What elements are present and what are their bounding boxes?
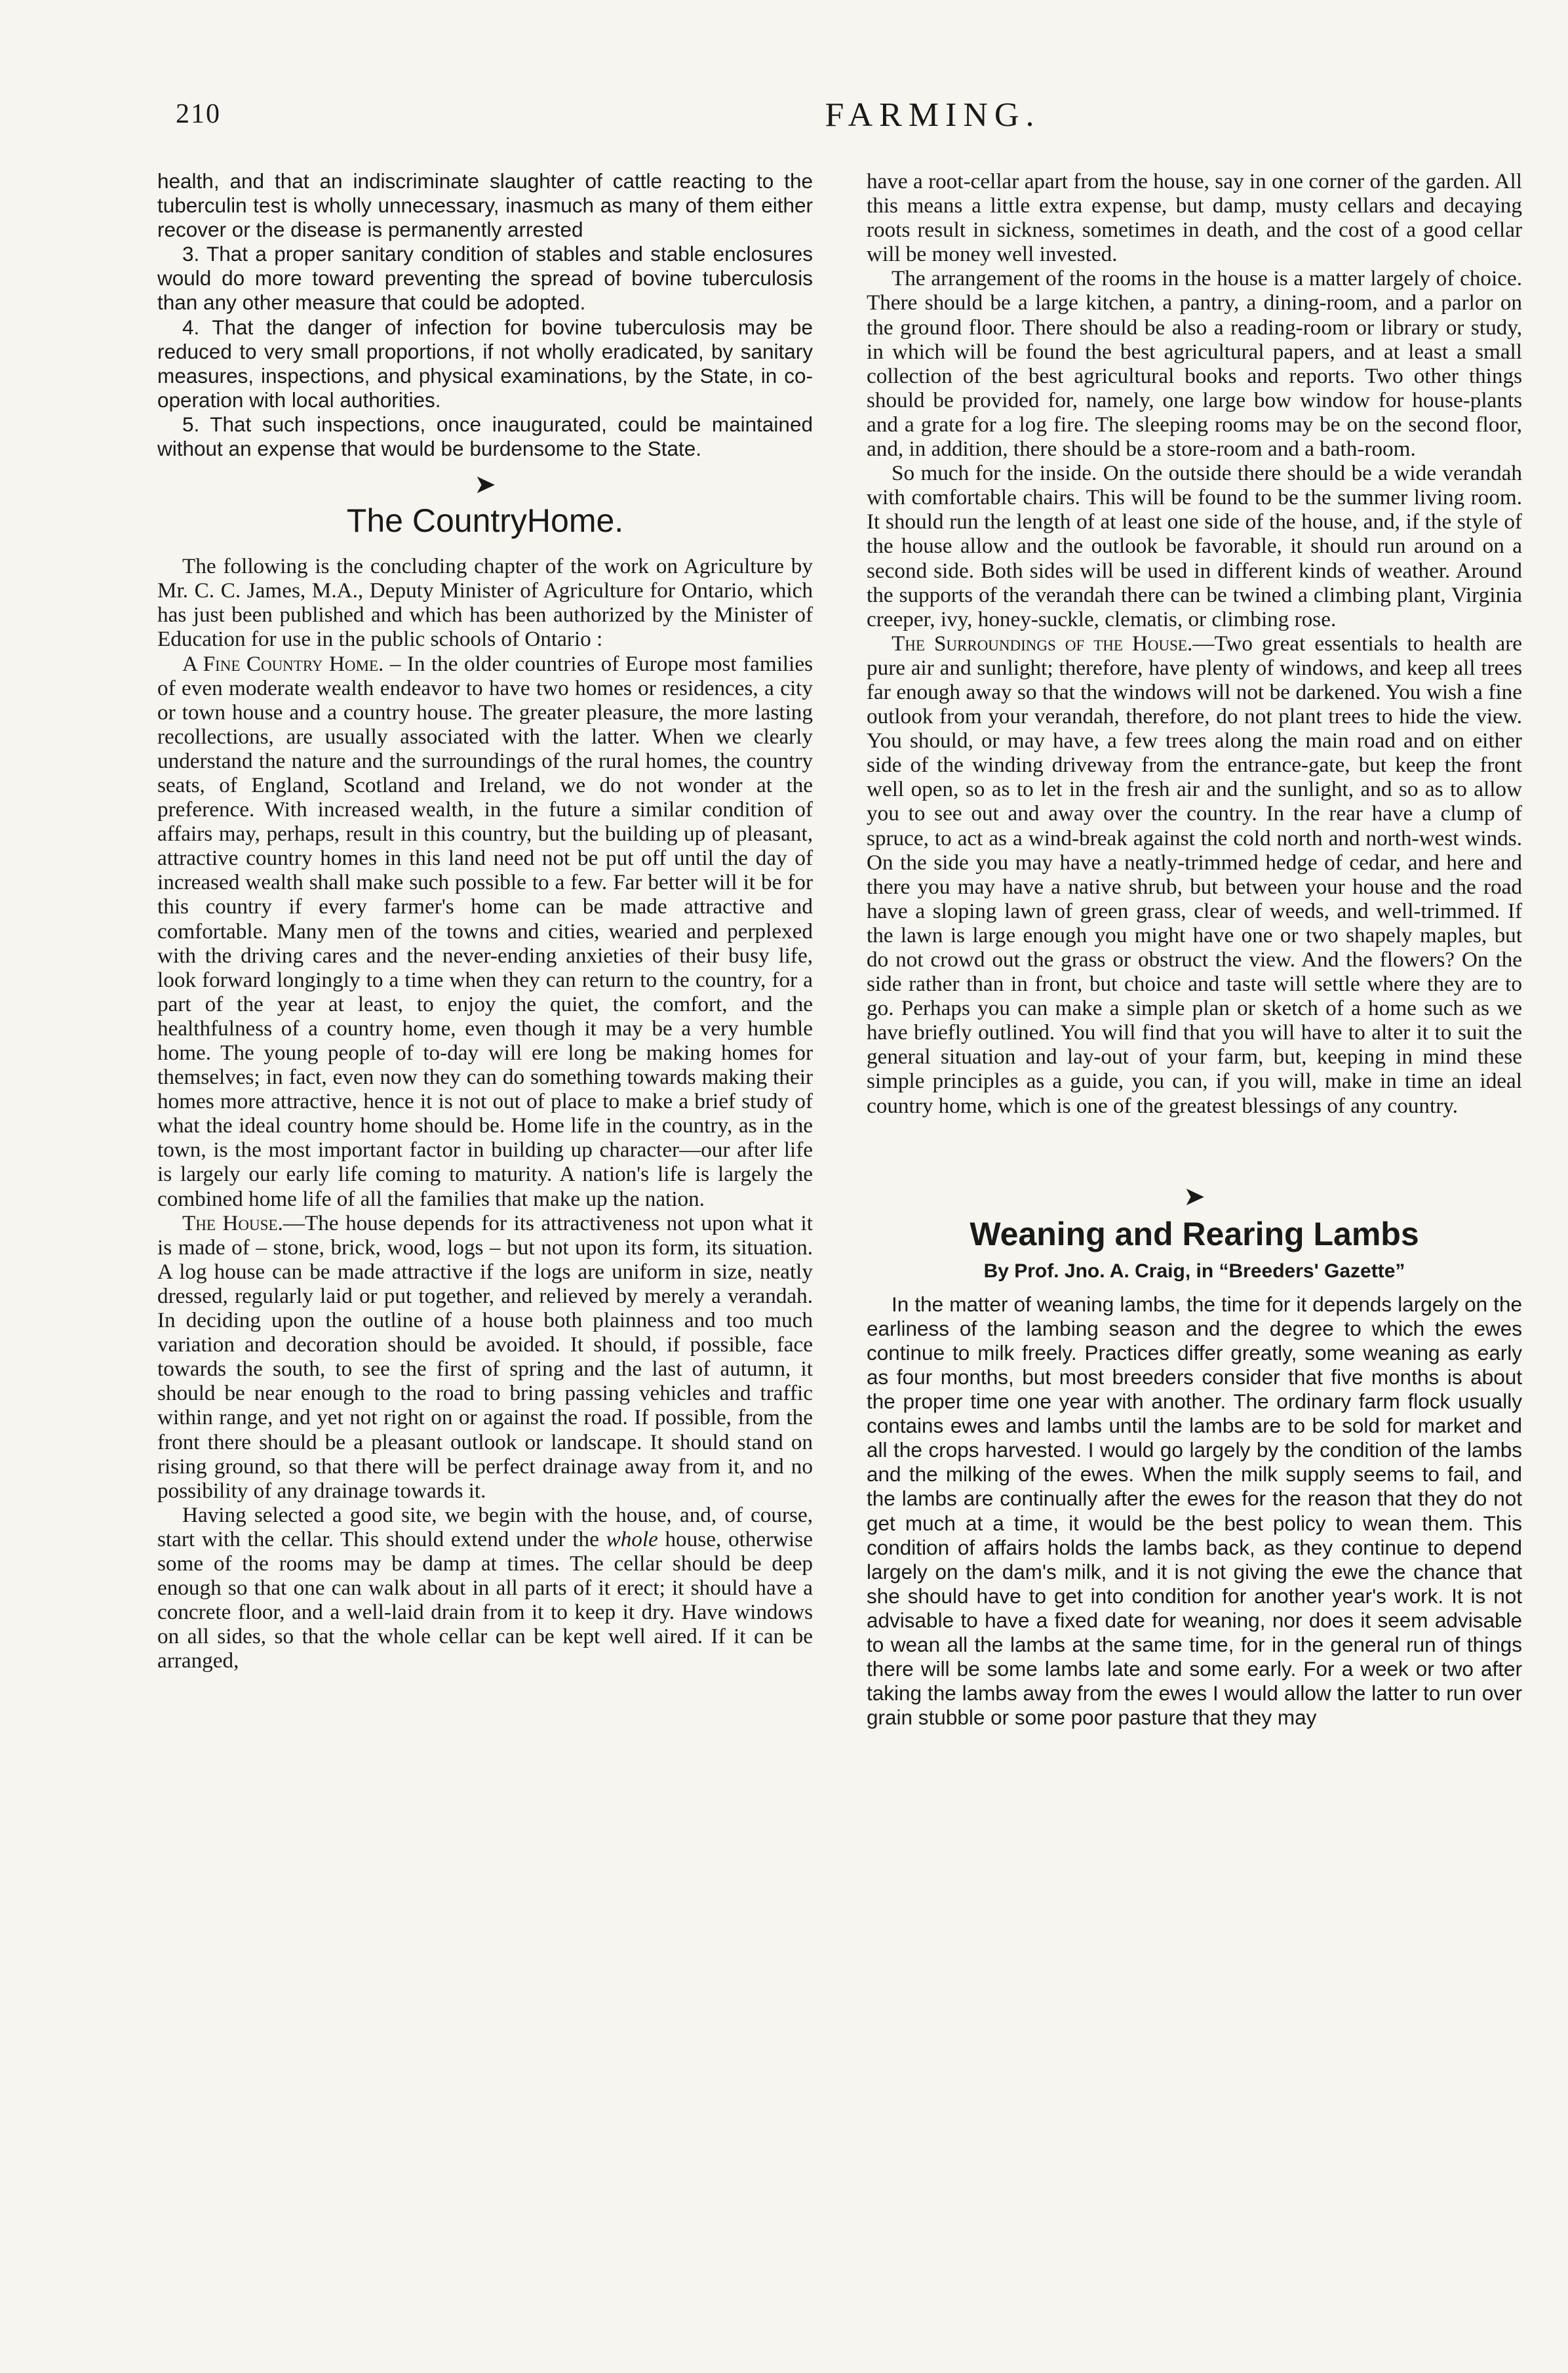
section-ornament: ➤ [474, 469, 496, 500]
page-header [176, 98, 1559, 138]
section-ornament-2: ➤ [1183, 1181, 1205, 1211]
section-spacer [867, 1118, 1522, 1173]
paragraph-continuation: health, and that an indiscriminate slaughter of cattle reacting to the tuberculin test is wholly unnecessary, inasmuch as many of them either recover or the disease is permanently arrested [157, 169, 813, 242]
article-title-country-home: The CountryHome. [346, 502, 624, 540]
run-in-heading-surroundings: The Surroundings of the House. [892, 631, 1193, 656]
page-number: 210 [176, 99, 221, 129]
running-head: FARMING. [825, 96, 1041, 134]
paragraph-rooms: The arrangement of the rooms in the house is a matter largely of choice. There should be a large kitchen, a pantry, a dining-room, and a parlor on the ground floor. There should be also a reading-room or library or study, in which will be found the best agricultural papers, and at least a small collection of the best agricultural books and reports. Two other things should be provided for, namely, one large bow window for house-plants and a grate for a log fire. The sleeping rooms may be on the second floor, and, in addition, there should be a store-room and a bath-room. [867, 266, 1522, 462]
run-in-heading-fine-country-home: A Fine Country Home. [182, 651, 384, 676]
cellar-body-start: Having selected a good site, we begin with the house, and, of course, start with the cellar. This should extend under the [157, 1502, 813, 1551]
cellar-emphasis-whole: whole [606, 1526, 658, 1551]
paragraph-cellar [157, 1503, 813, 1673]
paragraph-resolution-5: 5. That such inspections, once inaugurated, could be maintained without an expense that would be burdensome to the State. [157, 412, 813, 461]
right-column [867, 169, 1522, 1730]
paragraph-resolution-3: 3. That a proper sanitary condition of stables and stable enclosures would do more toward preventing the spread of bovine tuberculosis than any other measure that could be adopted. [157, 242, 813, 315]
article-intro: The following is the concluding chapter of the work on Agriculture by Mr. C. C. James, M.A., Deputy Minister of Agriculture for Ontario, which has just been published and which has been authorized by the Minister of Education for use in the public schools of Ontario : [157, 554, 813, 652]
article-byline: By Prof. Jno. A. Craig, in “Breeders' Gazette” [983, 1260, 1405, 1282]
fine-country-home-body: – In the older countries of Europe most families of even moderate wealth endeavor to have two homes or residences, a city or town house and a country house. The greater pleasure, the more lasting recollections, are usually associated with the latter. When we clearly understand the nature and the surroundings of the rural homes, the country seats, of England, Scotland and Ireland, we do not wonder at the preference. With increased wealth, in the future a similar condition of affairs may, perhaps, result in this country, but the building up of pleasant, attractive country homes in this land need not be put off until the day of increased wealth shall make such possible to a few. Far better will it be for this country if every farmer's home can be made attractive and comfortable. Many men of the towns and cities, wearied and perplexed with the driving cares and the never-ending anxieties of their busy life, look forward longingly to a time when they can return to the country, for a part of the year at least, to enjoy the quiet, the comfort, and the healthfulness of a country home, even though it may be a very humble home. The young people of to-day will ere long be making homes for themselves; in fact, even now they can do something towards making their homes more attractive, hence it is not out of place to make a brief study of what the ideal country home should be. Home life in the country, as in the town, is the most important factor in building up character—our after life is largely our early life coming to maturity. A nation's life is largely the combined home life of all the families that make up the nation. [157, 651, 813, 1211]
paragraph-outside: So much for the inside. On the outside there should be a wide verandah with comfortable chairs. This will be found to be the summer living room. It should run the length of at least one side of the house, and, if the style of the house allow and the outlook be favorable, it should run around on a second side. Both sides will be used in different kinds of weather. Around the supports of the verandah there can be twined a climbing plant, Virginia creeper, ivy, honey-suckle, clematis, or climbing rose. [867, 461, 1522, 631]
left-column [157, 169, 813, 1673]
surroundings-body: —Two great essentials to health are pure air and sunlight; therefore, have plenty of windows, and keep all trees far enough away so that the windows will not be darkened. You wish a fine outlook from your verandah, therefore, do not plant trees to hide the view. You should, or may have, a few trees along the main road and on either side of the winding driveway from the entrance-gate, but keep the front well open, so as to let in the fresh air and the sunlight, and so as to allow you to see out and away over the country. In the rear have a clump of spruce, to act as a wind-break against the cold north and north-west winds. On the side you may have a neatly-trimmed hedge of cedar, and here and there you may have a native shrub, but between your house and the road have a sloping lawn of green grass, clear of weeds, and well-trimmed. If the lawn is large enough you might have one or two shapely maples, but do not crowd out the grass or obstruct the view. And the flowers? On the side rather than in front, but choice and taste will settle where they are to go. Perhaps you can make a simple plan or sketch of a home such as we have briefly outlined. You will find that you will have to alter it to suit the general situation and lay-out of your farm, but, keeping in mind these simple principles as a guide, you can, if you will, make in time an ideal country home, which is one of the greatest blessings of any country. [867, 631, 1522, 1118]
the-house-body: —The house depends for its attractiveness not upon what it is made of – stone, brick, wood, logs – but not upon its form, its situation. A log house can be made attractive if the logs are uniform in size, neatly dressed, regularly laid or put together, and relieved by merely a verandah. In deciding upon the outline of a house both plainness and too much variation and decoration should be avoided. It should, if possible, face towards the south, to see the first of spring and the last of autumn, it should be near enough to the road to bring passing vehicles and traffic within range, and yet not right on or against the road. If possible, from the front there should be a pleasant outlook or landscape. It should stand on rising ground, so that there will be perfect drainage away from it, and no possibility of any drainage towards it. [157, 1210, 813, 1503]
paragraph-the-house [157, 1211, 813, 1503]
run-in-heading-the-house: The House. [182, 1210, 283, 1235]
paragraph-resolution-4: 4. That the danger of infection for bovine tuberculosis may be reduced to very small proportions, if not wholly eradicated, by sanitary measures, inspections, and physical examinations, by the State, in co-operation with local authorities. [157, 315, 813, 412]
paragraph-root-cellar: have a root-cellar apart from the house, say in one corner of the garden. All this means a little extra expense, but damp, musty cellars and decaying roots result in sickness, sometimes in death, and the cost of a good cellar will be money well invested. [867, 169, 1522, 267]
paragraph-fine-country-home [157, 652, 813, 1211]
cellar-body-end: house, otherwise some of the rooms may be damp at times. The cellar should be deep enough so that one can walk about in all parts of it erect; it should have a concrete floor, and a well-laid drain from it to keep it dry. Have windows on all sides, so that the whole cellar can be kept well aired. If it can be arranged, [157, 1526, 813, 1673]
paragraph-surroundings [867, 631, 1522, 1118]
paragraph-weaning-lambs: In the matter of weaning lambs, the time for it depends largely on the earliness of the lambing season and the degree to which the ewes continue to milk freely. Practices differ greatly, some weaning as early as four months, but most breeders consider that five months is about the proper time one year with another. The ordinary farm flock usually contains ewes and lambs until the lambs are to be sold for market and all the crops harvested. I would go largely by the condition of the lambs and the milking of the ewes. When the milk supply seems to fail, and the lambs are continually after the ewes for the reason that they do not get much at a time, it would be the best policy to wean them. This condition of affairs holds the lambs back, as they continue to depend largely on the dam's milk, and it is not giving the ewe the chance that she should have to get into condition for another year's work. It is not advisable to have a fixed date for weaning, nor does it seem advisable to wean all the lambs at the same time, for in the general run of things there will be some lambs late and some early. For a week or two after taking the lambs away from the ewes I would allow the latter to run over grain stubble or some poor pasture that they may [867, 1292, 1522, 1730]
article-title-weaning-lambs: Weaning and Rearing Lambs [970, 1215, 1419, 1252]
